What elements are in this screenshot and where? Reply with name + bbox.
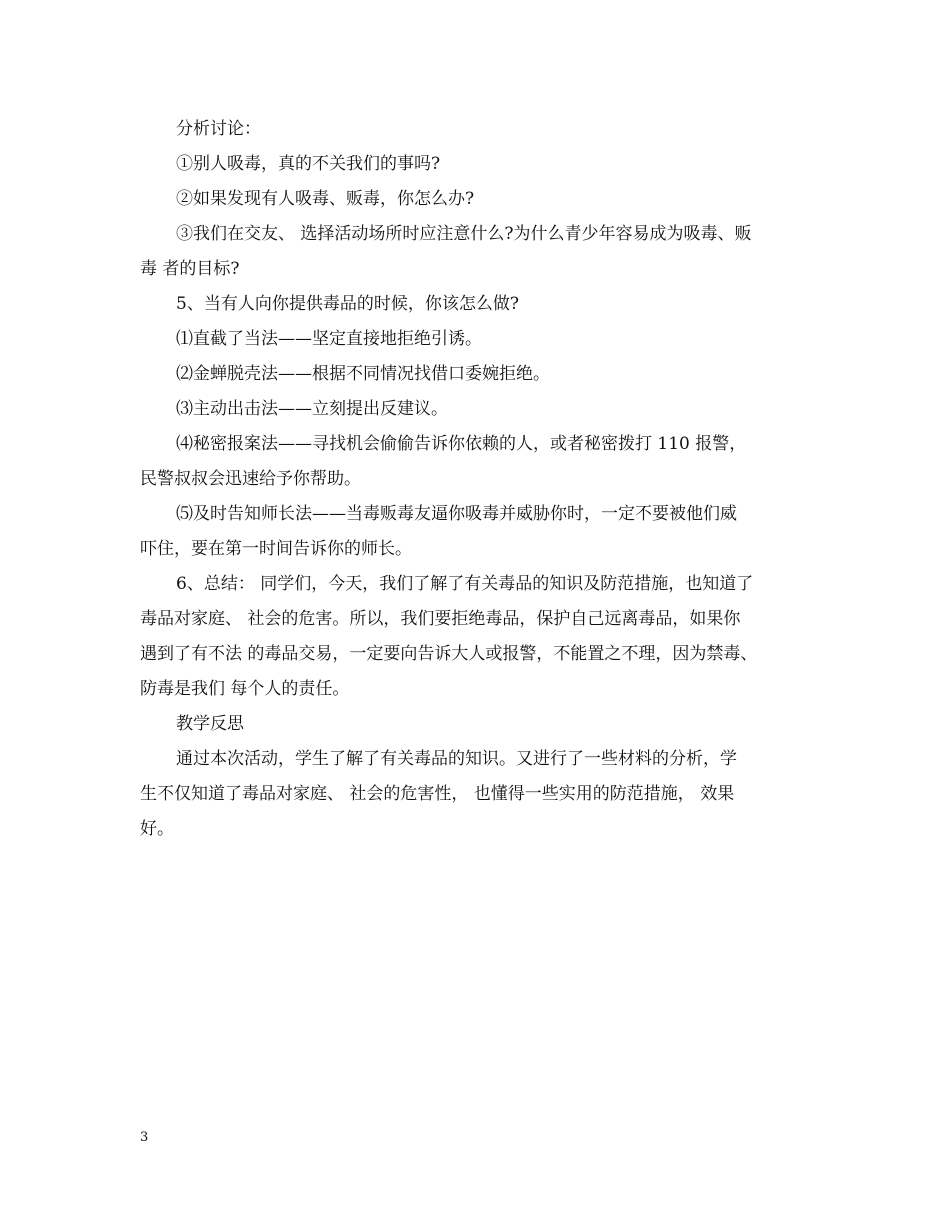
text-line: 遇到了有不法 的毒品交易，一定要向告诉大人或报警，不能置之不理，因为禁毒、 xyxy=(140,644,758,664)
text-line: 生不仅知道了毒品对家庭、 社会的危害性， 也懂得一些实用的防范措施， 效果 xyxy=(140,784,735,804)
text-line: 5、当有人向你提供毒品的时候，你该怎么做? xyxy=(176,294,519,314)
text-line: ⑵金蝉脱壳法——根据不同情况找借口委婉拒绝。 xyxy=(176,364,550,384)
text-line: ⑶主动出击法——立刻提出反建议。 xyxy=(176,399,448,419)
page-number: 3 xyxy=(140,1130,149,1145)
text-line: 6、总结： 同学们，今天，我们了解了有关毒品的知识及防范措施，也知道了 xyxy=(176,574,754,594)
text-line: 好。 xyxy=(140,819,174,839)
text-line: 防毒是我们 每个人的责任。 xyxy=(140,679,350,699)
text-line: 毒品对家庭、 社会的危害。所以，我们要拒绝毒品，保护自己远离毒品，如果你 xyxy=(140,609,741,629)
text-line: 通过本次活动，学生了解了有关毒品的知识。又进行了一些材料的分析，学 xyxy=(176,749,737,769)
text-line: ⑷秘密报案法——寻找机会偷偷告诉你依赖的人，或者秘密拨打 110 报警， xyxy=(176,434,747,454)
text-line: ②如果发现有人吸毒、贩毒，你怎么办? xyxy=(176,189,475,209)
text-line: ①别人吸毒，真的不关我们的事吗? xyxy=(176,154,441,174)
text-line: 分析讨论： xyxy=(176,119,261,139)
text-line: ③我们在交友、 选择活动场所时应注意什么?为什么青少年容易成为吸毒、贩 xyxy=(176,224,752,244)
text-line: ⑴直截了当法——坚定直接地拒绝引诱。 xyxy=(176,329,482,349)
text-line: 民警叔叔会迅速给予你帮助。 xyxy=(140,469,361,489)
text-line: ⑸及时告知师长法——当毒贩毒友逼你吸毒并威胁你时，一定不要被他们威 xyxy=(176,504,737,524)
text-line: 吓住，要在第一时间告诉你的师长。 xyxy=(140,539,412,559)
text-line: 毒 者的目标? xyxy=(140,259,240,279)
section-heading: 教学反思 xyxy=(176,714,244,734)
document-body xyxy=(140,112,820,847)
